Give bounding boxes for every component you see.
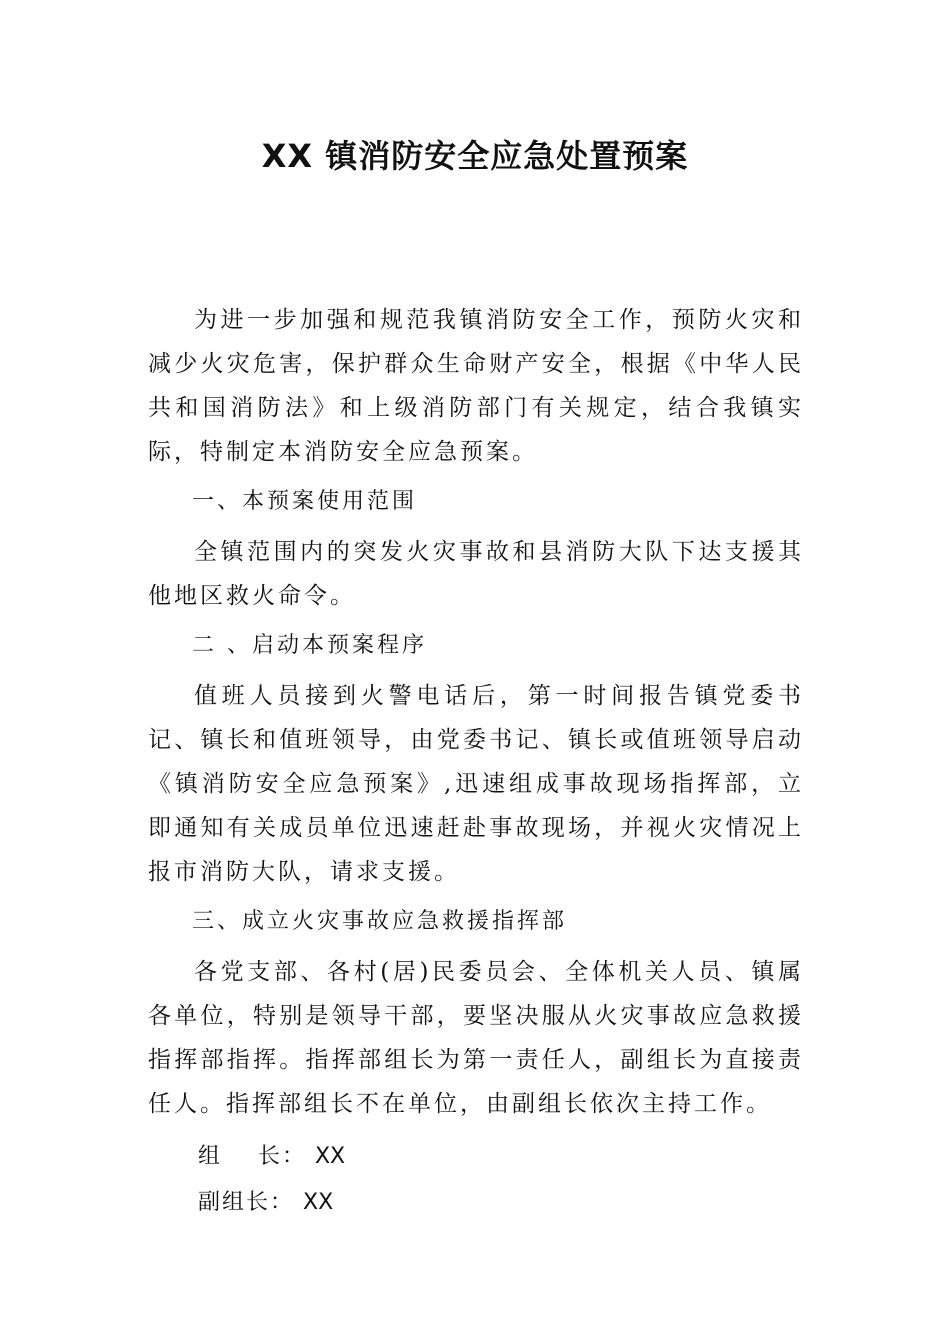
section-procedure-paragraph: 值班人员接到火警电话后，第一时间报告镇党委书记、镇长和值班领导，由党委书记、镇长或值班领导启动《镇消防安全应急预案》,迅速组成事故现场指挥部，立即通知有关成员单位迅速赶赴事故现场，并视火灾情况上报市消防大队，请求支援。 xyxy=(148,683,804,885)
document-body xyxy=(148,298,804,1226)
personnel-deputy-leader xyxy=(148,1180,804,1226)
section-heading-command: 三、成立火灾事故应急救援指挥部 xyxy=(192,909,568,934)
personnel-name: XX xyxy=(314,1144,346,1169)
personnel-name: XX xyxy=(303,1190,334,1215)
section-command-paragraph: 各党支部、各村(居)民委员会、全体机关人员、镇属各单位，特别是领导干部，要坚决服从火灾事故应急救援指挥部指挥。指挥部组长为第一责任人，副组长为直接责任人。指挥部组长不在单位，由副组长依次主持工作。 xyxy=(148,959,804,1117)
intro-paragraph: 为进一步加强和规范我镇消防安全工作，预防火灾和减少火灾危害，保护群众生命财产安全，根据《中华人民共和国消防法》和上级消防部门有关规定，结合我镇实际，特制定本消防安全应急预案。 xyxy=(148,307,804,465)
section-heading-procedure: 二 、启动本预案程序 xyxy=(192,633,427,658)
personnel-role: 副组长： xyxy=(198,1190,295,1215)
personnel-leader xyxy=(148,1134,804,1180)
personnel-role: 组 长： xyxy=(198,1144,306,1169)
section-heading-scope: 一、本预案使用范围 xyxy=(192,489,418,514)
section-scope-paragraph: 全镇范围内的突发火灾事故和县消防大队下达支援其他地区救火命令。 xyxy=(148,539,804,609)
document-title: XX 镇消防安全应急处置预案 xyxy=(261,137,689,175)
